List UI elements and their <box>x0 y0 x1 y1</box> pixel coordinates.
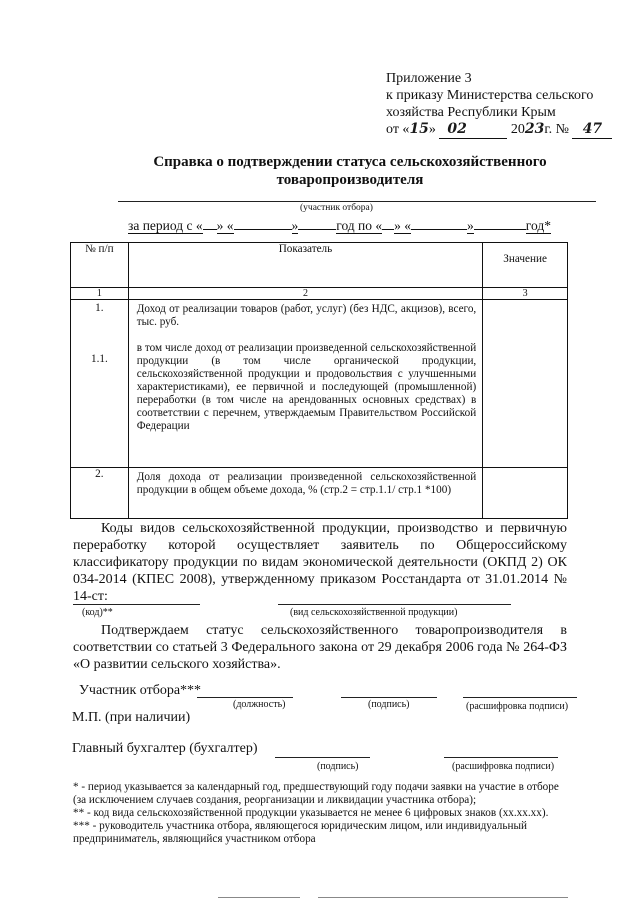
number-field <box>572 121 612 139</box>
participant-label: (участник отбора) <box>300 203 373 213</box>
period-part-1: за период с « <box>128 218 203 233</box>
row-text-cell <box>128 300 483 468</box>
accountant-label: Главный бухгалтер (бухгалтер) <box>72 741 258 756</box>
appendix-line-2: к приказу Министерства сельского <box>386 88 594 103</box>
accountant-signature-underline <box>275 757 370 758</box>
stamp-label: М.П. (при наличии) <box>72 710 191 725</box>
table-header-row <box>71 243 568 288</box>
row-num-1: 1. <box>95 302 104 314</box>
appendix-line-3: хозяйства Республики Крым <box>386 105 556 120</box>
participant-sign-label: Участник отбора*** <box>79 683 202 698</box>
row-num-2: 2. <box>71 468 129 519</box>
position-underline <box>197 697 293 698</box>
code-underline <box>73 604 200 605</box>
footnote-3: *** - руководитель участника отбора, являющегося юридическим лицом, или индивидуальный предприниматель, являющийся участником отбора <box>73 820 527 845</box>
handwritten-number: 47 <box>582 121 603 137</box>
accountant-decoding-underline <box>444 757 558 758</box>
period-part-6: » <box>467 218 474 233</box>
row-value-1[interactable] <box>483 300 568 468</box>
appendix-date-line <box>386 121 612 139</box>
table-row <box>71 468 568 519</box>
date-close: » <box>428 122 436 137</box>
row-text-1-1: в том числе доход от реализации произведенной сельскохозяйственной продукции (в том числе органической продукции, сельскохозяйственной продукции и продовольствия с улучшенными характеристиками), ее первичной и последующей (промышленной) переработки (в том числе на арендованных основных средствах) в соответствии с перечнем, утверждаемым Правительством Российской Федерации <box>136 342 477 432</box>
handwritten-day: 15 <box>409 121 429 137</box>
handwritten-year: 23 <box>524 121 545 137</box>
period-field-month-to <box>411 229 467 230</box>
accountant-decoding-label: (расшифровка подписи) <box>452 761 555 772</box>
year-suffix: г. № <box>544 122 569 137</box>
year-prefix: 20 <box>510 122 525 137</box>
period-part-5: » « <box>394 218 412 233</box>
table-row <box>71 300 568 468</box>
date-prefix: от « <box>386 122 410 137</box>
signature-underline <box>341 697 437 698</box>
title-line-2: товаропроизводителя <box>276 172 424 188</box>
signature-label: (подпись) <box>368 699 410 710</box>
row-num-cell <box>71 300 129 468</box>
period-field-month-from <box>234 229 292 230</box>
period-part-2: » « <box>216 218 234 233</box>
code-label: (код)** <box>82 607 113 618</box>
period-part-4: год по « <box>336 218 383 233</box>
header-value: Значение <box>483 243 568 288</box>
document-title <box>0 153 640 189</box>
footnote-1: * - период указывается за календарный год, предшествующий году подачи заявки на участие в отборе (за исключением случаев создания, реорганизации и ликвидации участника отбора); <box>73 781 559 806</box>
period-field-day-to <box>382 229 394 230</box>
period-field-year-gap <box>474 229 526 230</box>
footnotes <box>73 781 573 846</box>
kind-label: (вид сельскохозяйственной продукции) <box>290 607 458 618</box>
month-field <box>439 121 507 139</box>
table-col-number-row <box>71 288 568 300</box>
period-part-7: год* <box>525 218 551 233</box>
appendix-block <box>386 70 612 139</box>
row-num-1-1: 1.1. <box>90 353 108 365</box>
title-line-1: Справка о подтверждении статуса сельскохозяйственного <box>153 154 547 170</box>
accountant-signature-label: (подпись) <box>317 761 359 772</box>
header-indicator: Показатель <box>128 243 483 288</box>
appendix-line-1: Приложение 3 <box>386 71 472 86</box>
position-label: (должность) <box>233 699 286 710</box>
scan-artifact-line <box>318 897 568 898</box>
col-number-1: 1 <box>71 288 129 300</box>
col-number-2: 2 <box>128 288 483 300</box>
period-part-3: » <box>291 218 299 233</box>
col-number-3: 3 <box>483 288 568 300</box>
row-text-2-cell <box>128 468 483 519</box>
period-field-gap <box>298 229 336 230</box>
decoding-label: (расшифровка подписи) <box>466 701 569 712</box>
codes-paragraph: Коды видов сельскохозяйственной продукции, производство и первичную переработку которой осуществляет заявитель по Общероссийскому классификатору продукции по видам экономической деятельности (ОКПД 2) ОК 034-2014 (КПЕС 2008), утвержденному приказом Росстандарта от 31.01.2014 № 14-ст: <box>73 521 567 604</box>
handwritten-month: 02 <box>447 121 467 137</box>
scan-artifact-line <box>218 897 300 898</box>
row-value-2[interactable] <box>483 468 568 519</box>
confirm-paragraph: Подтверждаем статус сельскохозяйственного товаропроизводителя в соответствии со статьей 3 Федерального закона от 29 декабря 2006 года № 264-ФЗ «О развитии сельского хозяйства». <box>73 623 567 672</box>
decoding-underline <box>463 697 577 698</box>
header-num: № п/п <box>71 243 129 288</box>
period-line <box>128 218 551 234</box>
footnote-2: ** - код вида сельскохозяйственной продукции указывается не менее 6 цифровых знаков (хх.хх.хх). <box>73 807 549 819</box>
indicators-table <box>70 242 568 519</box>
kind-underline <box>278 604 511 605</box>
row-text-1: Доход от реализации товаров (работ, услуг) (без НДС, акцизов), всего, тыс. руб. <box>136 303 477 328</box>
participant-underline <box>118 201 596 202</box>
period-field-day-from <box>203 229 217 230</box>
row-text-2: Доля дохода от реализации произведенной сельскохозяйственной продукции в общем объеме дохода, % (стр.2 = стр.1.1/ стр.1 *100) <box>136 471 477 496</box>
